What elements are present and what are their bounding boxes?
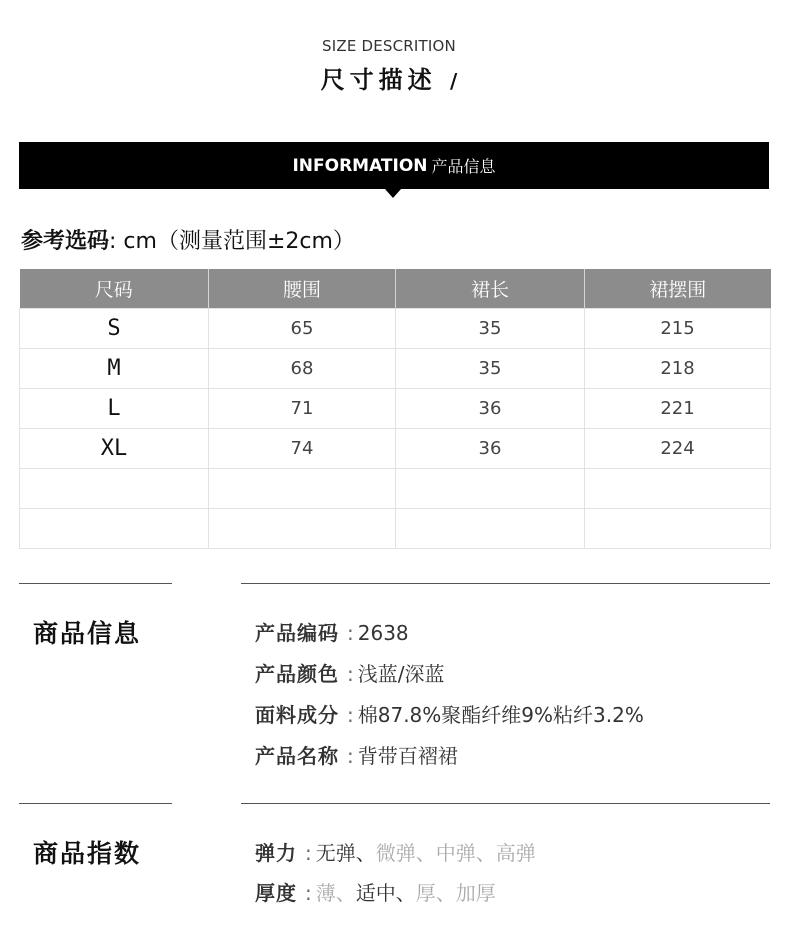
title-slash: / bbox=[450, 69, 458, 93]
divider bbox=[241, 583, 770, 584]
info-label: 产品名称 bbox=[255, 744, 339, 768]
section-title-en: SIZE DESCRITION bbox=[322, 37, 456, 55]
info-value: 浅蓝/深蓝 bbox=[357, 662, 445, 686]
index-options bbox=[316, 841, 536, 865]
divider bbox=[19, 583, 172, 584]
info-row-fabric: 面料成分 : 棉87.8%聚酯纤维9%粘纤3.2% bbox=[255, 703, 644, 727]
reference-unit: : cm（测量范围±2cm） bbox=[109, 229, 355, 254]
reference-label: 参考选码 bbox=[21, 229, 110, 254]
column-header: 裙长 bbox=[396, 269, 585, 309]
empty-cell bbox=[585, 509, 771, 549]
size-table bbox=[19, 269, 771, 549]
empty-cell bbox=[20, 509, 209, 549]
product-info-title: 商品信息 bbox=[33, 619, 142, 648]
info-value: 背带百褶裙 bbox=[357, 744, 458, 768]
index-option: 薄、 bbox=[315, 881, 356, 905]
info-value: 棉87.8%聚酯纤维9%粘纤3.2% bbox=[357, 703, 644, 727]
waist-cell: 71 bbox=[209, 389, 396, 429]
length-cell: 35 bbox=[396, 309, 585, 349]
index-option: 无弹、 bbox=[315, 841, 376, 865]
index-options bbox=[316, 881, 496, 905]
table-row bbox=[20, 429, 771, 469]
divider bbox=[241, 803, 770, 804]
index-option: 微弹、 bbox=[375, 841, 436, 865]
empty-cell bbox=[585, 469, 771, 509]
length-cell: 35 bbox=[396, 349, 585, 389]
column-header: 腰围 bbox=[209, 269, 396, 309]
banner-cn: 产品信息 bbox=[431, 157, 496, 176]
section-title-cn bbox=[0, 60, 778, 95]
hem-cell: 215 bbox=[585, 309, 771, 349]
index-option: 加厚 bbox=[455, 881, 496, 905]
banner-arrow-icon bbox=[385, 189, 401, 198]
information-banner bbox=[19, 142, 769, 189]
product-index-title: 商品指数 bbox=[33, 839, 142, 868]
info-row-code: 产品编码 : 2638 bbox=[255, 621, 409, 645]
index-option: 中弹、 bbox=[435, 841, 496, 865]
table-row-empty bbox=[20, 509, 771, 549]
info-label: 面料成分 bbox=[255, 703, 339, 727]
hem-cell: 218 bbox=[585, 349, 771, 389]
info-value: 2638 bbox=[357, 621, 409, 645]
table-row bbox=[20, 349, 771, 389]
length-cell: 36 bbox=[396, 429, 585, 469]
hem-cell: 224 bbox=[585, 429, 771, 469]
column-header: 裙摆围 bbox=[585, 269, 771, 309]
empty-cell bbox=[396, 509, 585, 549]
size-table-header bbox=[20, 269, 771, 309]
table-row-empty bbox=[20, 469, 771, 509]
empty-cell bbox=[209, 509, 396, 549]
hem-cell: 221 bbox=[585, 389, 771, 429]
title-cn-text: 尺寸描述 bbox=[320, 66, 437, 94]
size-cell: M bbox=[20, 349, 209, 389]
empty-cell bbox=[209, 469, 396, 509]
size-cell: S bbox=[20, 309, 209, 349]
index-label: 弹力 bbox=[255, 841, 297, 865]
info-label: 产品编码 bbox=[255, 621, 339, 645]
index-row-elasticity: 弹力 : 无弹、微弹、中弹、高弹 bbox=[255, 841, 536, 865]
table-row bbox=[20, 309, 771, 349]
divider bbox=[19, 803, 172, 804]
banner-en: INFORMATION bbox=[292, 155, 428, 176]
index-option: 高弹 bbox=[495, 841, 536, 865]
size-cell: L bbox=[20, 389, 209, 429]
info-row-name: 产品名称 : 背带百褶裙 bbox=[255, 744, 458, 768]
index-option: 适中、 bbox=[355, 881, 416, 905]
index-label: 厚度 bbox=[255, 881, 297, 905]
size-reference-line bbox=[21, 224, 355, 255]
empty-cell bbox=[396, 469, 585, 509]
waist-cell: 68 bbox=[209, 349, 396, 389]
empty-cell bbox=[20, 469, 209, 509]
info-label: 产品颜色 bbox=[255, 662, 339, 686]
waist-cell: 74 bbox=[209, 429, 396, 469]
info-row-color: 产品颜色 : 浅蓝/深蓝 bbox=[255, 662, 445, 686]
table-row bbox=[20, 389, 771, 429]
length-cell: 36 bbox=[396, 389, 585, 429]
column-header: 尺码 bbox=[20, 269, 209, 309]
size-cell: XL bbox=[20, 429, 209, 469]
waist-cell: 65 bbox=[209, 309, 396, 349]
index-row-thickness: 厚度 : 薄、适中、厚、加厚 bbox=[255, 881, 496, 905]
index-option: 厚、 bbox=[415, 881, 456, 905]
